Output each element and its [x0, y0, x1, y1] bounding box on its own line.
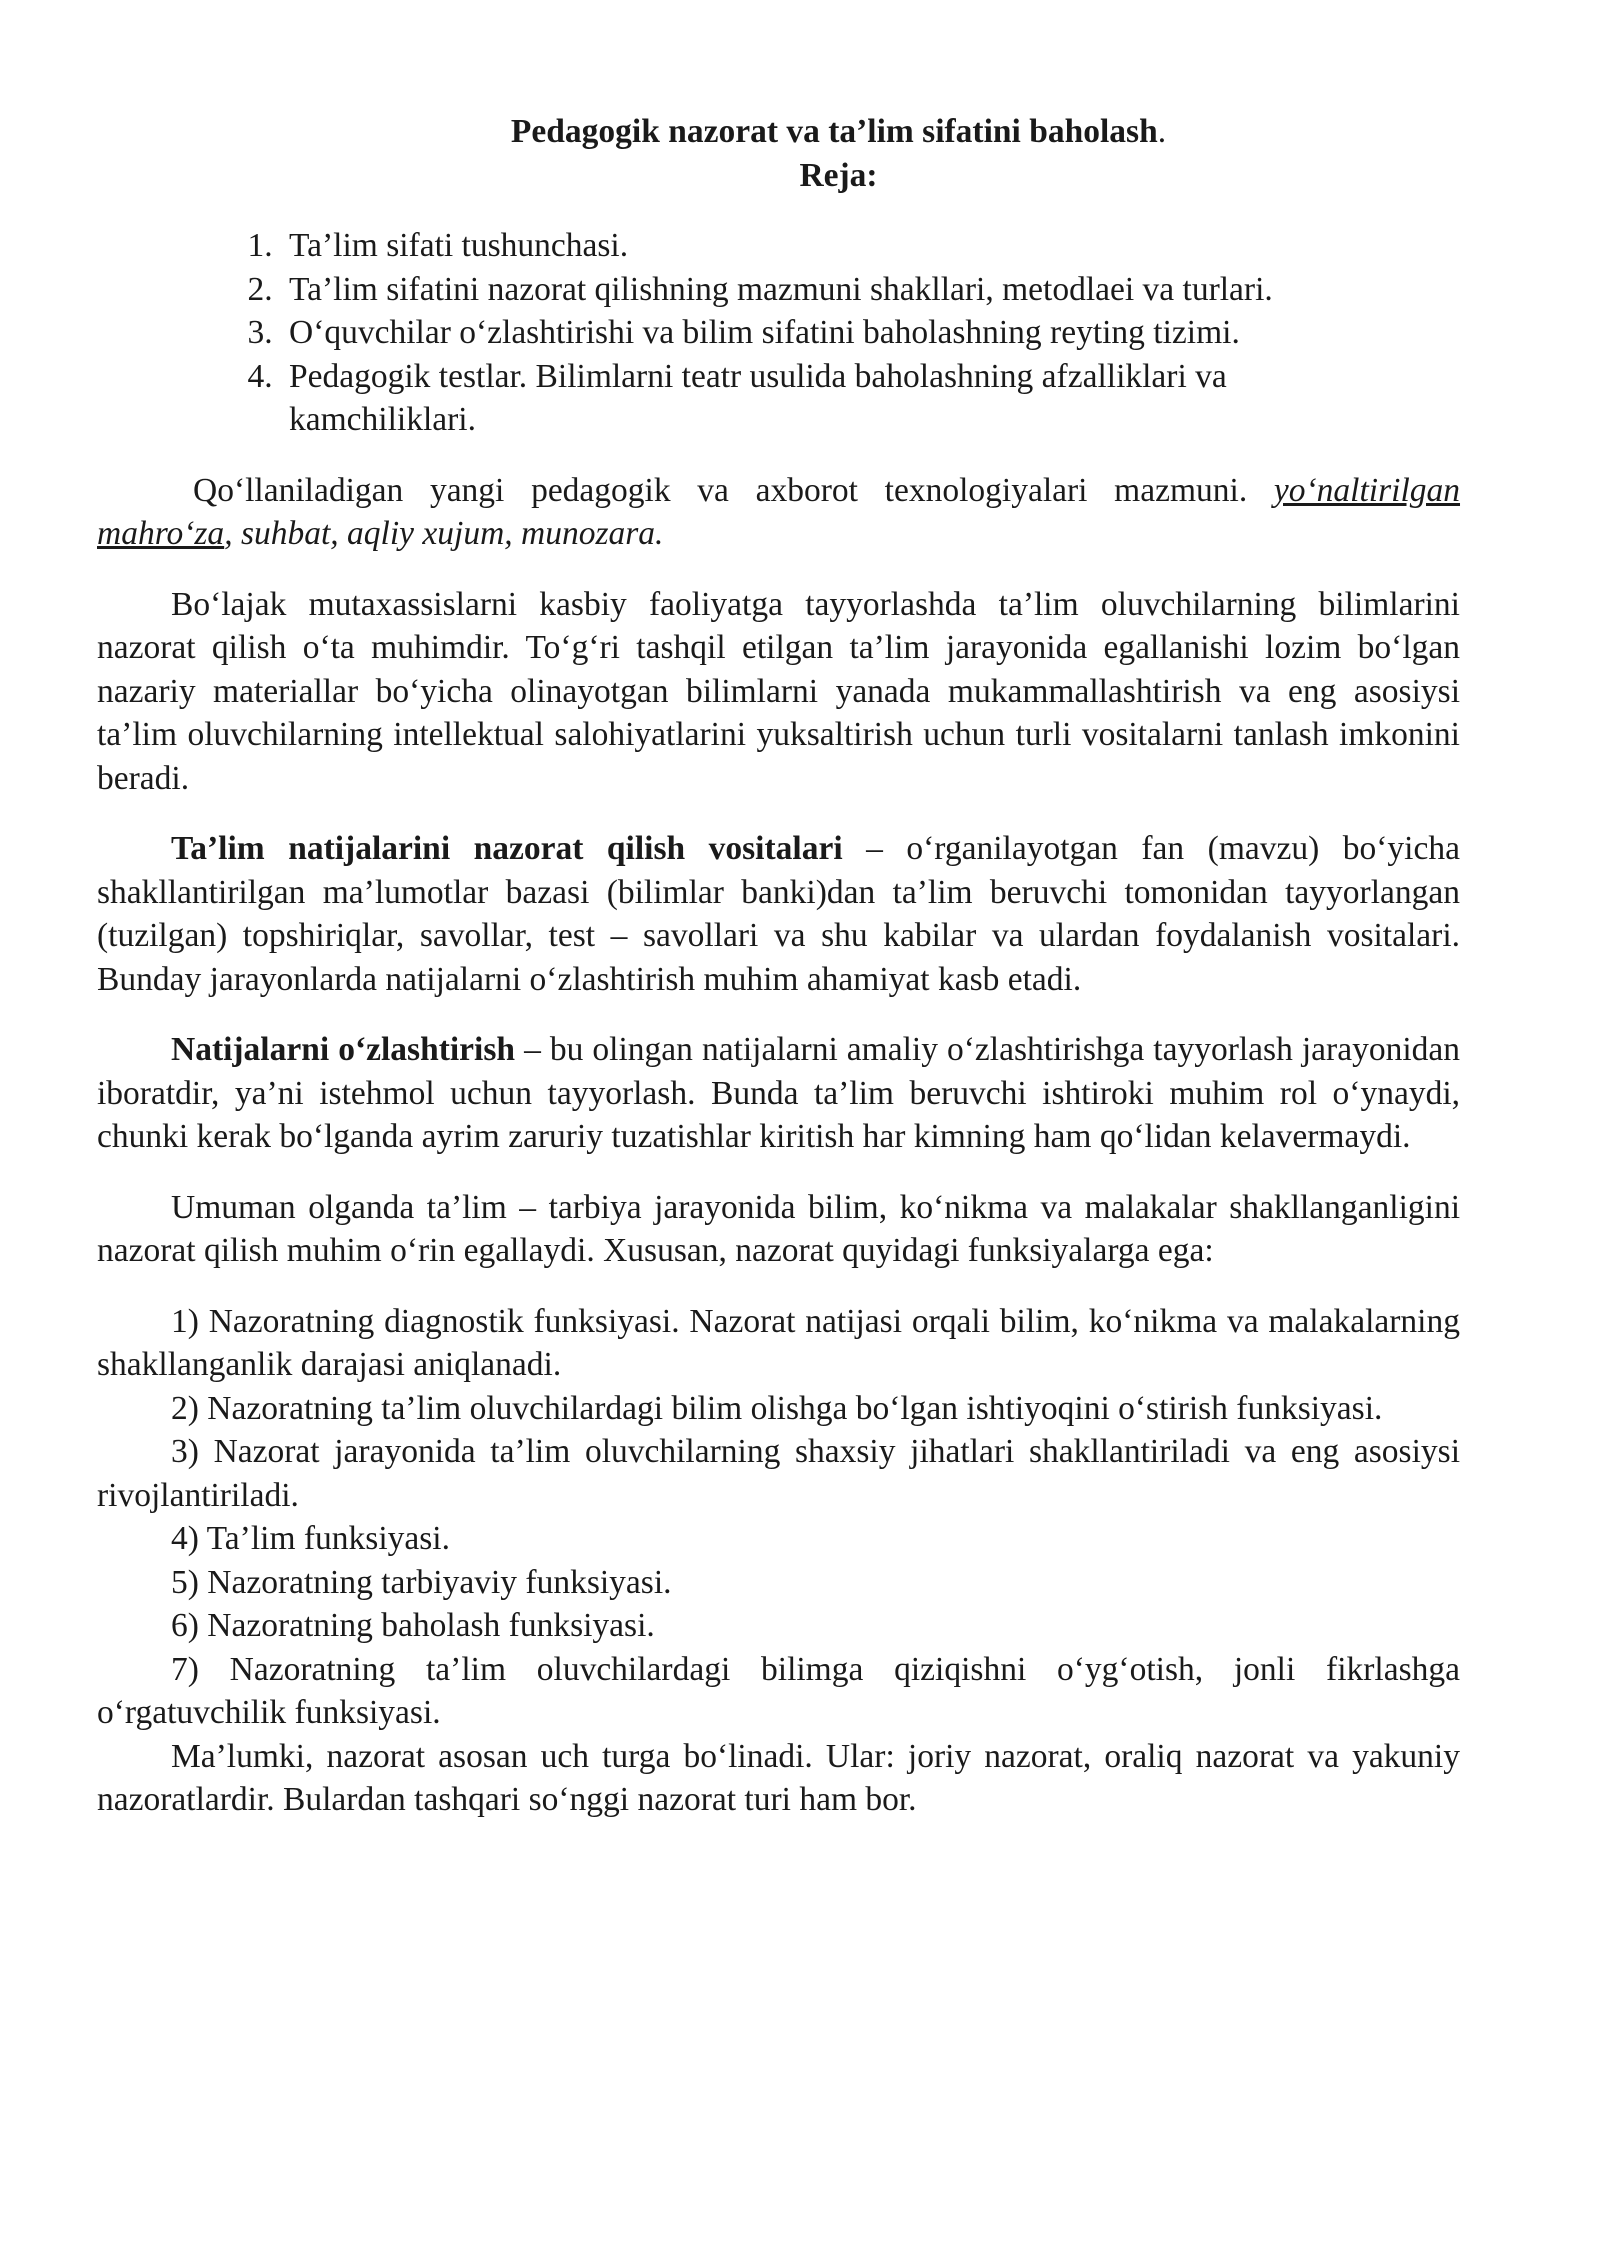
paragraph-functions-intro: Umuman olganda ta’lim – tarbiya jarayonida bilim, ko‘nikma va malakalar shakllanganligini nazorat qilish muhim o‘rin egallaydi. Xususan, nazorat quyidagi funksiyalarga ega:: [97, 1188, 1460, 1269]
plan-list: [97, 224, 1411, 442]
paragraph-mastering-results: [97, 1028, 1460, 1159]
plan-item: 4. Pedagogik testlar. Bilimlarni teatr usulida baholashning afzalliklari va kamchiliklari.: [281, 355, 1411, 442]
definition-control-tools: – o‘rganilayotgan fan (mavzu) bo‘yicha shakllantirilgan ma’lumotlar bazasi (bilimlar banki)dan ta’lim beruvchi tomonidan tayyorlangan (tuzilgan) topshiriqlar, savollar, test – savollari va shu kabilar va ulardan foydalanish vositalari. Bunday jarayonlarda natijalarni o‘zlashtirish muhim ahamiyat kasb etadi.: [97, 830, 1460, 998]
document-page: [97, 110, 1460, 1822]
function-item: 1) Nazoratning diagnostik funksiyasi. Nazorat natijasi orqali bilim, ko‘nikma va malakalarning shakllanganlik darajasi aniqlanadi.: [97, 1302, 1460, 1383]
term-control-tools: Ta’lim natijalarini nazorat qilish vositalari: [171, 830, 843, 867]
paragraph-intro: Bo‘lajak mutaxassislarni kasbiy faoliyatga tayyorlashda ta’lim oluvchilarning bilimlarini nazorat qilish o‘ta muhimdir. To‘g‘ri tashqil etilgan ta’lim jarayonida egallanishi lozim bo‘lgan nazariy materiallar bo‘yicha olinayotgan bilimlarni yanada mukammallashtirish va eng asosiysi ta’lim oluvchilarning intellektual salohiyatlarini yuksaltirish uchun turli vositalarni tanlash imkonini beradi.: [97, 585, 1460, 797]
technologies-underlined: yo‘naltirilgan mahro‘za: [97, 471, 1461, 552]
technologies-paragraph: [97, 469, 1460, 556]
control-types-paragraph: Ma’lumki, nazorat asosan uch turga bo‘linadi. Ular: joriy nazorat, oraliq nazorat va yakuniy nazoratlardir. Bulardan tashqari so‘nggi nazorat turi ham bor.: [97, 1737, 1460, 1818]
function-item: 3) Nazorat jarayonida ta’lim oluvchilarning shaxsiy jihatlari shakllantiriladi va eng asosiysi rivojlantiriladi.: [97, 1433, 1460, 1514]
function-item: 7) Nazoratning ta’lim oluvchilardagi bilimga qiziqishni o‘yg‘otish, jonli fikrlashga o‘rgatuvchilik funksiyasi.: [97, 1650, 1460, 1731]
plan-item: 3. O‘quvchilar o‘zlashtirishi va bilim sifatini baholashning reyting tizimi.: [281, 311, 1411, 355]
function-item: 2) Nazoratning ta’lim oluvchilardagi bilim olishga bo‘lgan ishtiyoqini o‘stirish funksiyasi.: [171, 1389, 1383, 1427]
title-dot: .: [1157, 113, 1167, 150]
plan-item: 1. Ta’lim sifati tushunchasi.: [281, 224, 1411, 268]
term-mastering-results: Natijalarni o‘zlashtirish: [171, 1031, 516, 1068]
plan-heading: Reja:: [799, 156, 878, 194]
document-title: [97, 110, 1460, 154]
technologies-rest: , suhbat, aqliy xujum, munozara.: [224, 515, 664, 552]
paragraph-control-tools: [97, 827, 1460, 1001]
function-item: 6) Nazoratning baholash funksiyasi.: [171, 1607, 655, 1644]
technologies-text: Qo‘llaniladigan yangi pedagogik va axborot texnologiyalari mazmuni.: [193, 471, 1248, 509]
function-item: 4) Ta’lim funksiyasi.: [171, 1520, 450, 1557]
plan-item: 2. Ta’lim sifatini nazorat qilishning mazmuni shakllari, metodlaei va turlari.: [281, 268, 1411, 312]
definition-mastering-results: – bu olingan natijalarni amaliy o‘zlashtirishga tayyorlash jarayonidan iboratdir, ya’ni istehmol uchun tayyorlash. Bunda ta’lim beruvchi ishtiroki muhim rol o‘ynaydi, chunki kerak bo‘lganda ayrim zaruriy tuzatishlar kiritish har kimning ham qo‘lidan kelavermaydi.: [97, 1031, 1460, 1155]
function-item: 5) Nazoratning tarbiyaviy funksiyasi.: [171, 1563, 672, 1601]
title-text: Pedagogik nazorat va ta’lim sifatini baholash: [510, 113, 1158, 150]
